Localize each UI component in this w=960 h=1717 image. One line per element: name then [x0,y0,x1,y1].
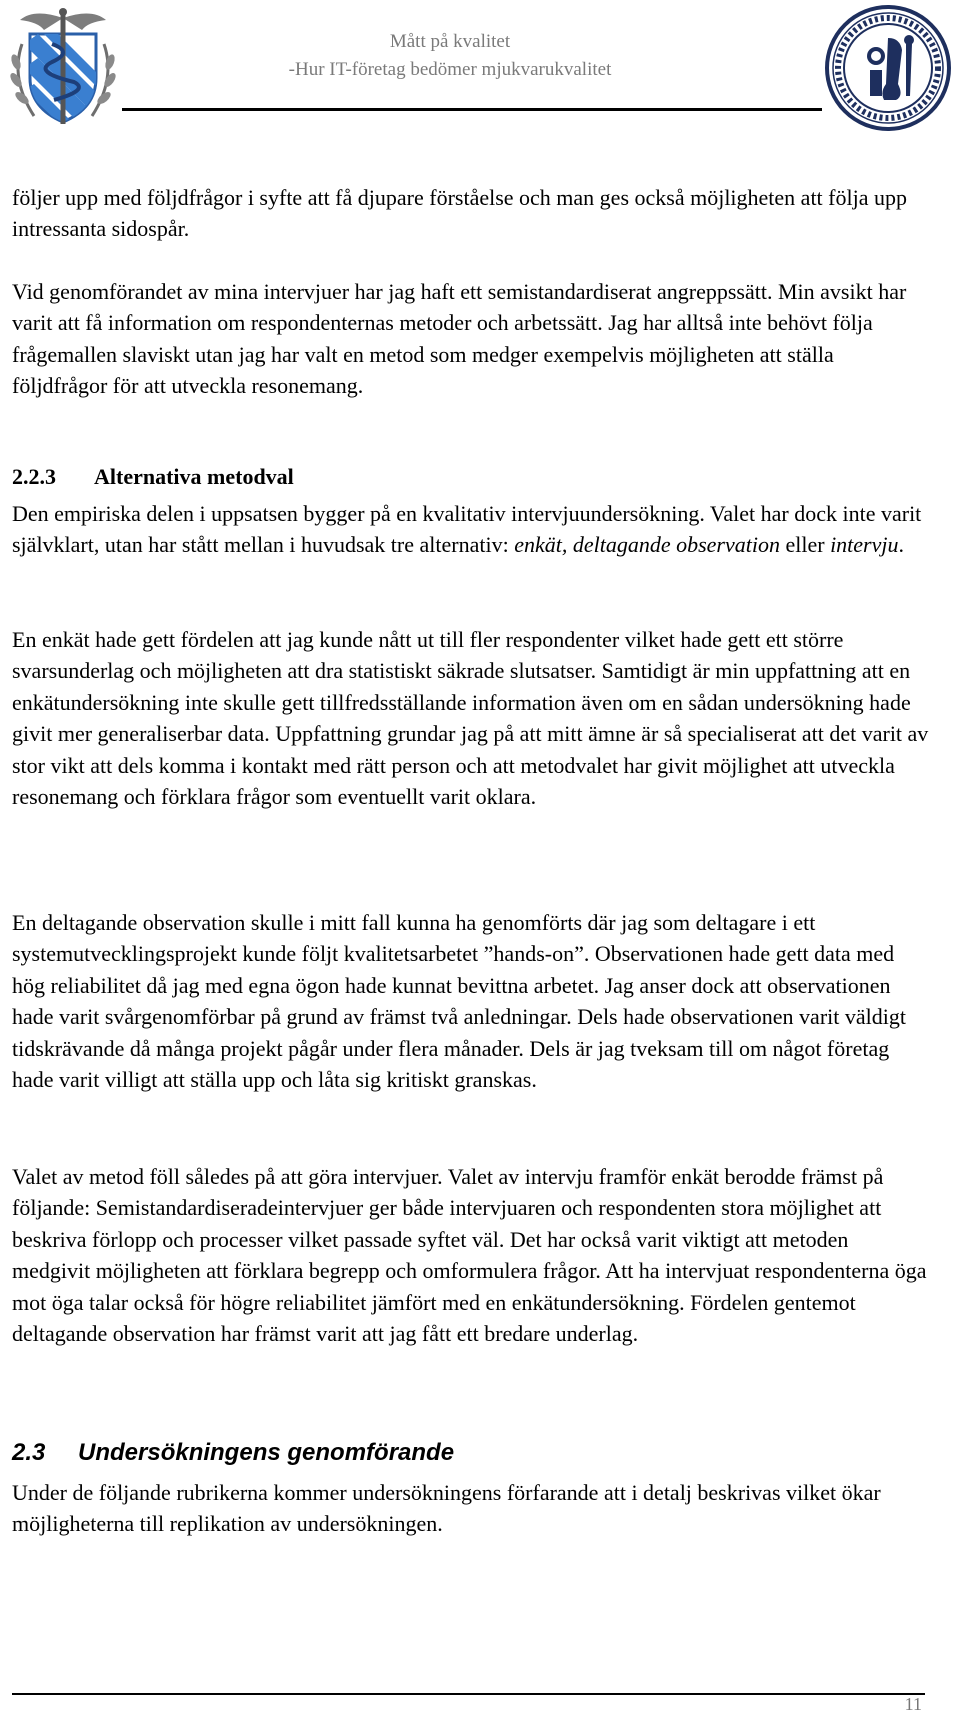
text-run: . [898,532,904,558]
paragraph-semistandardized: Vid genomförandet av mina intervjuer har jag haft ett semistandardiserat angreppssätt. Min avsikt har varit att få information om respondenternas metoder och arbetssätt. Jag har alltså inte behövt följa frågemallen slaviskt utan jag har valt en metod som medger exempelvis möjligheten att ställa följdfrågor för att utveckla resonemang. [12,279,907,399]
text-run: eller [779,532,831,558]
section-heading-2-3 [12,1438,454,1468]
heading-title: Alternativa metodval [94,464,294,489]
footer-rule [12,1693,925,1695]
heading-number: 2.2.3 [12,464,56,489]
paragraph-procedure: Under de följande rubrikerna kommer undersökningens förfarande att i detalj beskrivas vilket ökar möjligheterna till replikation av undersökningen. [12,1480,881,1537]
paragraph-observation: En deltagande observation skulle i mitt fall kunna ha genomförts där jag som deltagare i ett systemutvecklingsprojekt kunde följt kvalitetsarbetet ”hands-on”. Observationen hade gett data med hög reliabilitet då jag med egna ögon hade kunnat bevittna arbetet. Jag anser dock att observationen hade varit svårgenomförbar på grund av främst två anledningar. Dels hade observationen varit väldigt tidskrävande då många projekt pågår under flera månader. Dels är jag tveksam till om något företag hade varit villigt att ställa upp och låta sig kritiskt granskas. [12,910,906,1093]
paragraph-intro: följer upp med följdfrågor i syfte att få djupare förståelse och man ges också möjligheten att följa upp intressanta sidospår. [12,185,907,242]
paragraph-method-choice: Valet av metod föll således på att göra intervjuer. Valet av intervju framför enkät berodde främst på följande: Semistandardiseradeintervjuer ger både intervjuaren och respondenten stora möjlighet att beskriva förlopp och processer vilket passade syftet väl. Det har också varit viktigt att metoden medgivit möjligheten att förklara begrepp och omformulera frågor. Att ha intervjuat respondenterna öga mot öga talar också för högre reliabilitet jämfört med en enkätundersökning. Fördelen gentemot deltagande observation har främst varit att jag fått ett bredare underlag. [12,1164,927,1347]
heading-number: 2.3 [12,1439,46,1466]
paragraph-survey: En enkät hade gett fördelen att jag kunde nått ut till fler respondenter vilket hade gett ett större svarsunderlag och möjligheten att dra statistiskt säkrade slutsatser. Samtidigt är min uppfattning att en enkätundersökning inte skulle gett tillfredsställande information även om en sådan undersökning hade givit mer generaliserbar data. Uppfattning grundar jag på att mitt ämne är så specialiserat att det varit av stor vikt att dels komma i kontakt med rätt person och att metodvalet har givit möjlighet att utveckla resonemang och förklara frågor som eventuellt varit oklara. [12,627,929,810]
running-header [250,28,650,84]
heading-title: Undersökningens genomförande [78,1439,455,1466]
text-run: Den empiriska delen i uppsatsen bygger på en kvalitativ intervjuundersökning. Valet har dock inte varit självklart, utan har stått mellan i huvudsak tre alternativ: [12,501,922,558]
section-heading-2-2-3 [12,462,294,492]
header-rule [122,108,822,111]
caduceus-crest-icon [4,4,122,132]
page-number: 11 [904,1694,922,1714]
header-subtitle: -Hur IT-företag bedömer mjukvarukvalitet [288,59,612,80]
emphasis-methods: enkät, deltagande observation [514,532,780,558]
university-seal-icon [822,4,954,132]
paragraph-alternatives [12,498,932,561]
emphasis-interview: intervju [830,532,899,558]
header-title: Mått på kvalitet [389,31,511,52]
